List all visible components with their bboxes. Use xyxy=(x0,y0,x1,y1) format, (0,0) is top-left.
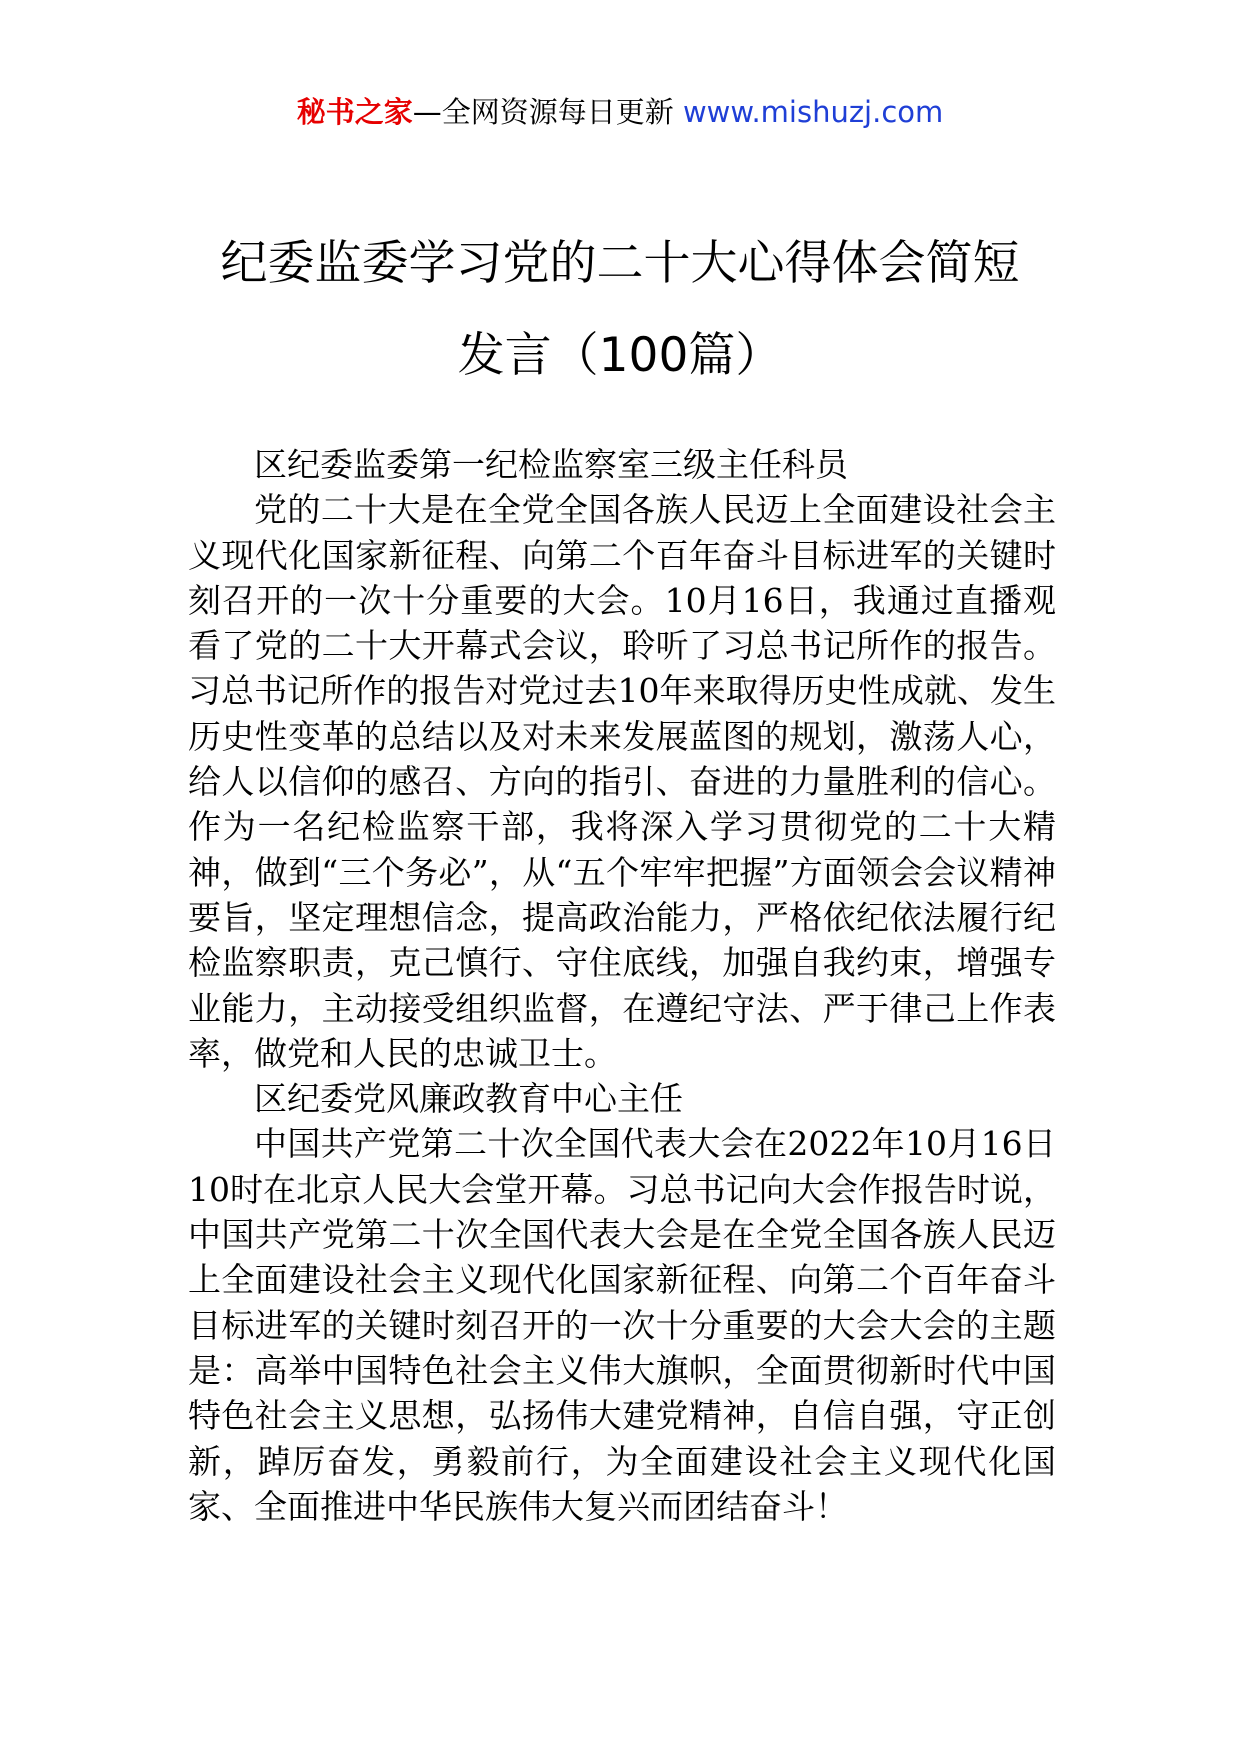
document-title-line-1: 纪委监委学习党的二十大心得体会简短 xyxy=(220,236,1020,291)
section-paragraph: 中国共产党第二十次全国代表大会在2022年10月16日10时在北京人民大会堂开幕。习总书记向大会作报告时说，中国共产党第二十次全国代表大会是在全党全国各族人民迈上全面建设社会主义现代化国家新征程、向第二个百年奋斗目标进军的关键时刻召开的一次十分重要的大会大会的主题是：高举中国特色社会主义伟大旗帜，全面贯彻新时代中国特色社会主义思想，弘扬伟大建党精神，自信自强，守正创新，踔厉奋发，勇毅前行，为全面建设社会主义现代化国家、全面推进中华民族伟大复兴而团结奋斗！ xyxy=(188,1124,1056,1526)
document-body xyxy=(188,442,1056,1529)
section-author: 区纪委党风廉政教育中心主任 xyxy=(254,1079,683,1119)
section-author: 区纪委监委第一纪检监察室三级主任科员 xyxy=(254,445,848,484)
document-title-line-2: 发言（100篇） xyxy=(457,328,783,383)
site-slogan: —全网资源每日更新 xyxy=(412,95,674,129)
site-url-link[interactable]: www.mishuzj.com xyxy=(682,95,944,129)
section-paragraph: 党的二十大是在全党全国各族人民迈上全面建设社会主义现代化国家新征程、向第二个百年奋斗目标进军的关键时刻召开的一次十分重要的大会。10月16日，我通过直播观看了党的二十大开幕式会议，聆听了习总书记所作的报告。习总书记所作的报告对党过去10年来取得历史性成就、发生历史性变革的总结以及对未来发展蓝图的规划，激荡人心，给人以信仰的感召、方向的指引、奋进的力量胜利的信心。作为一名纪检监察干部，我将深入学习贯彻党的二十大精神，做到“三个务必”，从“五个牢牢把握”方面领会会议精神要旨，坚定理想信念，提高政治能力，严格依纪依法履行纪检监察职责，克己慎行、守住底线，加强自我约束，增强专业能力，主动接受组织监督，在遵纪守法、严于律己上作表率，做党和人民的忠诚卫士。 xyxy=(188,490,1056,1073)
document-title xyxy=(0,218,1240,402)
site-header xyxy=(0,92,1240,132)
site-brand: 秘书之家 xyxy=(296,95,413,129)
